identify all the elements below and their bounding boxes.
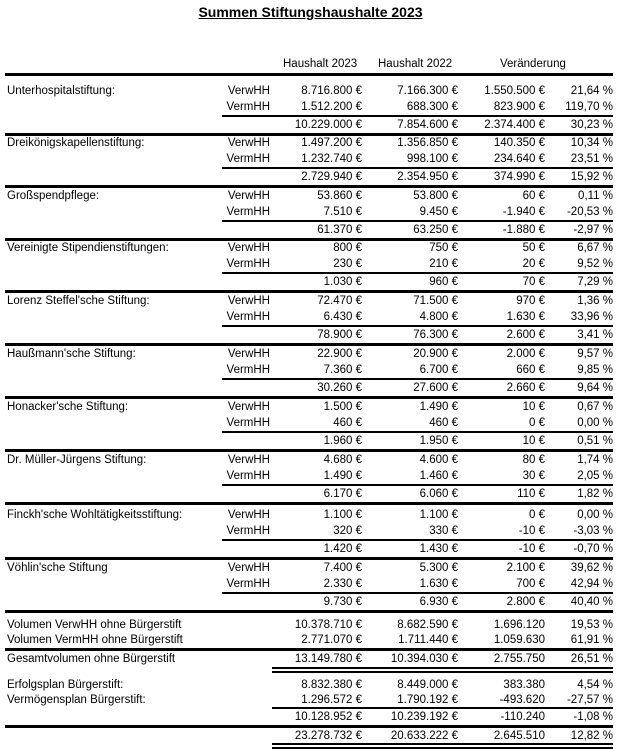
budget-type: VerwHH [227, 562, 270, 574]
subtotal-row [0, 594, 621, 610]
value-2023: 78.900 € [317, 329, 362, 341]
value-pct: -1,08 % [573, 711, 613, 723]
foundation-name: Haußmann'sche Stiftung: [7, 348, 136, 360]
summary-row-grand-total [0, 728, 621, 744]
value-pct: 10,34 % [570, 137, 613, 149]
double-rule [272, 743, 613, 749]
table-row [0, 560, 621, 576]
value-diff: 110 € [517, 488, 545, 500]
budget-type: VerwHH [227, 454, 270, 466]
section-rule [5, 502, 613, 505]
table-row [0, 99, 621, 115]
budget-type: VerwHH [227, 295, 270, 307]
budget-type: VermHH [226, 578, 270, 590]
value-diff: 1.696.120 [493, 619, 545, 631]
value-pct: 9,85 % [577, 364, 613, 376]
row-label: Volumen VermHH ohne Bürgerstift [7, 634, 183, 646]
value-pct: -0,70 % [573, 543, 613, 555]
column-header-change: Veränderung [500, 58, 566, 70]
value-pct: 4,54 % [577, 679, 613, 691]
budget-type: VerwHH [227, 85, 270, 97]
budget-type: VerwHH [227, 190, 270, 202]
value-2023: 13.149.780 € [294, 653, 362, 665]
value-diff: 20 € [522, 258, 545, 270]
value-diff: 60 € [522, 190, 545, 202]
value-2023: 6.430 € [323, 311, 362, 323]
value-diff: 1.630 € [506, 311, 545, 323]
value-2022: 6.930 € [419, 596, 458, 608]
value-2023: 23.278.732 € [294, 730, 362, 742]
table-row [0, 188, 621, 204]
value-2023: 230 € [333, 258, 362, 270]
value-pct: -2,97 % [573, 224, 613, 236]
value-2023: 30.260 € [317, 382, 362, 394]
value-diff: 50 € [522, 242, 545, 254]
value-diff: 2.645.510 [493, 730, 545, 742]
value-pct: 15,92 % [570, 171, 613, 183]
value-diff: 823.900 € [493, 101, 545, 113]
subtotal-row [0, 327, 621, 343]
summary-row-erfolg [0, 677, 621, 693]
value-pct: 0,11 % [578, 190, 613, 202]
table-row [0, 523, 621, 539]
value-pct: 6,67 % [577, 242, 613, 254]
subtotal-row [0, 541, 621, 557]
value-diff: 0 € [529, 417, 545, 429]
budget-type: VermHH [226, 417, 270, 429]
value-diff: 10 € [522, 401, 545, 413]
value-pct: 23,51 % [570, 153, 613, 165]
value-pct: 119,70 % [565, 101, 613, 113]
value-pct: 30,23 % [570, 119, 613, 131]
value-2023: 22.900 € [317, 348, 362, 360]
value-2022: 750 € [429, 242, 458, 254]
value-2023: 1.232.740 € [301, 153, 362, 165]
value-pct: 1,82 % [577, 488, 613, 500]
value-2023: 1.420 € [323, 543, 362, 555]
value-pct: 39,62 % [570, 562, 613, 574]
value-2022: 960 € [429, 276, 458, 288]
value-2023: 7.400 € [323, 562, 362, 574]
value-2022: 1.430 € [419, 543, 458, 555]
value-diff: 374.990 € [493, 171, 545, 183]
value-pct: 9,52 % [577, 258, 613, 270]
budget-type: VerwHH [227, 242, 270, 254]
value-diff: 80 € [522, 454, 545, 466]
double-rule [272, 667, 613, 673]
value-diff: 140.350 € [493, 137, 545, 149]
table-row [0, 83, 621, 99]
value-2022: 20.900 € [413, 348, 458, 360]
value-2022: 2.354.950 € [397, 171, 458, 183]
value-pct: 33,96 % [570, 311, 613, 323]
foundation-name: Unterhospitalstiftung: [7, 85, 116, 97]
foundation-name: Finckh'sche Wohltätigkeitsstiftung: [7, 509, 183, 521]
value-diff: 700 € [516, 578, 545, 590]
row-label: Volumen VerwHH ohne Bürgerstift [7, 619, 182, 631]
value-diff: 2.000 € [506, 348, 545, 360]
value-pct: 0,00 % [577, 417, 613, 429]
value-2022: 7.166.300 € [397, 85, 458, 97]
value-2023: 1.490 € [323, 470, 362, 482]
value-2022: 6.060 € [419, 488, 458, 500]
foundation-name: Dr. Müller-Jürgens Stiftung: [7, 454, 147, 466]
value-pct: 12,82 % [570, 730, 613, 742]
value-2023: 10.378.710 € [294, 619, 362, 631]
value-2023: 2.330 € [323, 578, 362, 590]
table-row [0, 468, 621, 484]
value-diff: 1.059.630 [493, 634, 545, 646]
table-row [0, 293, 621, 309]
value-2023: 1.030 € [323, 276, 362, 288]
value-2022: 10.394.030 € [390, 653, 458, 665]
value-2023: 8.716.800 € [301, 85, 362, 97]
value-diff: -10 € [518, 543, 545, 555]
value-2023: 460 € [333, 417, 362, 429]
value-2023: 10.229.000 € [294, 119, 362, 131]
value-2023: 6.170 € [323, 488, 362, 500]
value-pct: 40,40 % [570, 596, 613, 608]
value-pct: 9,57 % [577, 348, 613, 360]
value-pct: 1,74 % [577, 454, 613, 466]
value-2022: 4.800 € [419, 311, 458, 323]
value-2023: 1.497.200 € [301, 137, 362, 149]
value-diff: -493.620 [499, 694, 545, 706]
value-diff: 10 € [522, 435, 545, 447]
value-2022: 76.300 € [413, 329, 458, 341]
value-pct: 3,41 % [577, 329, 613, 341]
value-diff: 2.660 € [506, 382, 545, 394]
table-row [0, 415, 621, 431]
value-2022: 1.356.850 € [397, 137, 458, 149]
value-2022: 330 € [429, 525, 458, 537]
table-row [0, 452, 621, 468]
budget-type: VermHH [226, 101, 270, 113]
value-2023: 72.470 € [317, 295, 362, 307]
value-pct: -27,57 % [566, 694, 613, 706]
budget-type: VermHH [226, 153, 270, 165]
value-pct: 1,36 % [577, 295, 613, 307]
value-2023: 2.771.070 € [301, 634, 362, 646]
value-2023: 1.960 € [323, 435, 362, 447]
value-2022: 9.450 € [419, 206, 458, 218]
value-pct: 42,94 % [570, 578, 613, 590]
budget-type: VermHH [226, 364, 270, 376]
row-label: Vermögensplan Bürgerstift: [7, 694, 146, 706]
table-row [0, 256, 621, 272]
value-diff: -10 € [518, 525, 545, 537]
summary-row-verw [0, 617, 621, 633]
table-row [0, 204, 621, 220]
value-2022: 1.711.440 € [398, 634, 458, 646]
value-diff: -1.940 € [502, 206, 545, 218]
value-diff: -110.240 [500, 711, 545, 723]
foundation-name: Dreikönigskapellenstiftung: [7, 137, 145, 149]
row-label: Gesamtvolumen ohne Bürgerstift [7, 653, 176, 665]
value-2023: 1.296.572 € [301, 694, 362, 706]
budget-type: VerwHH [227, 401, 270, 413]
summary-row-verm [0, 632, 621, 648]
summary-row-gesamt [0, 651, 621, 667]
table-row [0, 507, 621, 523]
section-rule [5, 610, 613, 613]
value-2023: 7.360 € [323, 364, 362, 376]
value-2022: 20.633.222 € [390, 730, 458, 742]
budget-type: VermHH [226, 258, 270, 270]
value-diff: -1.880 € [502, 224, 545, 236]
value-2022: 688.300 € [406, 101, 458, 113]
value-pct: 7,29 % [577, 276, 613, 288]
value-2022: 71.500 € [413, 295, 458, 307]
value-2022: 1.490 € [419, 401, 458, 413]
value-2022: 210 € [429, 258, 458, 270]
subtotal-row [0, 169, 621, 185]
budget-type: VerwHH [227, 137, 270, 149]
value-2023: 1.100 € [323, 509, 362, 521]
table-row [0, 309, 621, 325]
value-2023: 53.860 € [317, 190, 362, 202]
summary-row-buerger-total [0, 709, 621, 725]
column-header-2023: Haushalt 2023 [283, 58, 358, 70]
value-2022: 7.854.600 € [397, 119, 458, 131]
subtotal-row [0, 486, 621, 502]
value-pct: 19,53 % [570, 619, 613, 631]
foundation-name: Vöhlin'sche Stiftung [7, 562, 108, 574]
value-diff: 2.100 € [506, 562, 545, 574]
value-diff: 383.380 [503, 679, 545, 691]
value-diff: 2.800 € [506, 596, 545, 608]
table-row [0, 362, 621, 378]
budget-type: VermHH [226, 206, 270, 218]
subtotal-row [0, 274, 621, 290]
value-2022: 10.239.192 € [390, 711, 458, 723]
value-diff: 970 € [516, 295, 545, 307]
value-2022: 1.460 € [419, 470, 458, 482]
value-2023: 10.128.952 € [294, 711, 362, 723]
foundation-name: Lorenz Steffel'sche Stiftung: [7, 295, 150, 307]
value-2023: 1.512.200 € [301, 101, 362, 113]
value-2023: 800 € [333, 242, 362, 254]
value-pct: 61,91 % [570, 634, 613, 646]
value-pct: 26,51 % [570, 653, 613, 665]
value-diff: 1.550.500 € [484, 85, 545, 97]
value-pct: 21,64 % [570, 85, 613, 97]
value-diff: 234.640 € [493, 153, 545, 165]
value-2022: 998.100 € [406, 153, 458, 165]
table-row [0, 399, 621, 415]
table-row [0, 151, 621, 167]
summary-row-vermoegen [0, 692, 621, 708]
subtotal-row [0, 117, 621, 133]
value-2022: 5.300 € [419, 562, 458, 574]
value-2022: 8.682.590 € [397, 619, 458, 631]
budget-type: VermHH [226, 311, 270, 323]
value-2023: 1.500 € [323, 401, 362, 413]
value-pct: 9,64 % [577, 382, 613, 394]
value-2023: 61.370 € [317, 224, 362, 236]
table-row [0, 346, 621, 362]
value-2022: 1.950 € [419, 435, 458, 447]
value-pct: 2,05 % [577, 470, 613, 482]
value-pct: 0,00 % [577, 509, 613, 521]
table-row [0, 576, 621, 592]
budget-type: VerwHH [227, 348, 270, 360]
value-diff: 660 € [516, 364, 545, 376]
value-pct: -20,53 % [566, 206, 613, 218]
value-diff: 2.755.750 [493, 653, 545, 665]
budget-type: VermHH [226, 470, 270, 482]
value-pct: 0,67 % [577, 401, 613, 413]
value-2023: 9.730 € [323, 596, 362, 608]
subtotal-row [0, 433, 621, 449]
table-row [0, 240, 621, 256]
row-label: Erfolgsplan Bürgerstift: [7, 679, 124, 691]
value-2022: 4.600 € [419, 454, 458, 466]
value-2022: 460 € [429, 417, 458, 429]
foundation-name: Großspendpflege: [7, 190, 100, 202]
value-2023: 320 € [333, 525, 362, 537]
foundation-name: Honacker'sche Stiftung: [7, 401, 129, 413]
value-2023: 4.680 € [323, 454, 362, 466]
value-2023: 2.729.940 € [301, 171, 362, 183]
subtotal-row [0, 380, 621, 396]
value-2023: 8.832.380 € [301, 679, 362, 691]
header-rule [5, 73, 613, 76]
budget-type: VermHH [226, 525, 270, 537]
value-2022: 1.790.192 € [397, 694, 458, 706]
page-title: Summen Stiftungshaushalte 2023 [198, 4, 423, 20]
value-2022: 8.449.000 € [397, 679, 458, 691]
value-2022: 53.800 € [413, 190, 458, 202]
value-2022: 6.700 € [419, 364, 458, 376]
value-pct: -3,03 % [573, 525, 613, 537]
value-2022: 63.250 € [413, 224, 458, 236]
value-diff: 2.600 € [506, 329, 545, 341]
value-2022: 1.100 € [419, 509, 458, 521]
subtotal-row [0, 222, 621, 238]
table-row [0, 135, 621, 151]
value-2022: 27.600 € [413, 382, 458, 394]
value-2022: 1.630 € [419, 578, 458, 590]
value-2023: 7.510 € [323, 206, 362, 218]
value-diff: 0 € [529, 509, 545, 521]
value-diff: 2.374.400 € [484, 119, 545, 131]
column-header-2022: Haushalt 2022 [378, 58, 453, 70]
foundation-name: Vereinigte Stipendienstiftungen: [7, 242, 169, 254]
budget-type: VerwHH [227, 509, 270, 521]
value-diff: 70 € [522, 276, 545, 288]
value-pct: 0,51 % [577, 435, 613, 447]
value-diff: 30 € [522, 470, 545, 482]
